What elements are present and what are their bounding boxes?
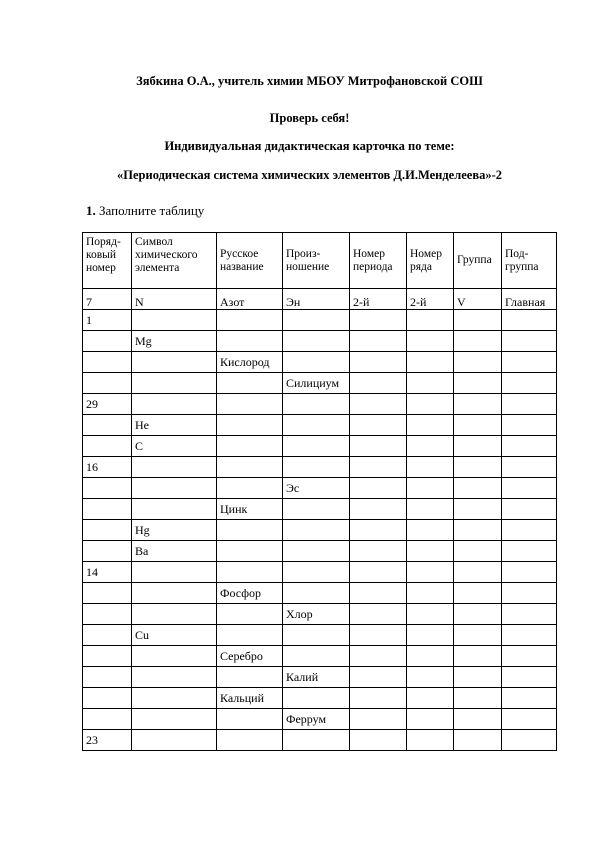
table-cell — [132, 373, 217, 394]
table-cell — [83, 520, 132, 541]
table-cell — [83, 415, 132, 436]
table-cell: Hg — [132, 520, 217, 541]
table-cell — [502, 520, 557, 541]
table-cell — [83, 373, 132, 394]
table-cell — [454, 520, 502, 541]
table-row — [83, 730, 557, 751]
table-row — [83, 415, 557, 436]
table-cell — [407, 415, 454, 436]
table-cell: Силициум — [283, 373, 350, 394]
table-cell — [132, 709, 217, 730]
table-cell — [407, 436, 454, 457]
table-cell — [83, 541, 132, 562]
table-body — [83, 233, 557, 751]
table-cell — [350, 310, 407, 331]
table-cell — [407, 457, 454, 478]
column-header: Русское название — [217, 233, 283, 289]
table-cell: 14 — [83, 562, 132, 583]
table-cell — [283, 499, 350, 520]
table-cell — [350, 436, 407, 457]
column-header: Номер ряда — [407, 233, 454, 289]
table-cell — [502, 688, 557, 709]
topic-title: «Периодическая система химических элементов Д.И.Менделеева»-2 — [117, 168, 502, 182]
table-cell: Mg — [132, 331, 217, 352]
table-cell — [132, 310, 217, 331]
table-cell — [283, 331, 350, 352]
table-cell — [283, 625, 350, 646]
table-cell: 1 — [83, 310, 132, 331]
table-cell — [502, 709, 557, 730]
table-cell: 7 — [83, 289, 132, 310]
table-row — [83, 457, 557, 478]
table-cell: Главная — [502, 289, 557, 310]
table-cell — [83, 688, 132, 709]
table-cell — [350, 394, 407, 415]
table-cell — [283, 688, 350, 709]
table-cell — [502, 583, 557, 604]
column-header: Поряд-ковый номер — [83, 233, 132, 289]
table-cell — [83, 604, 132, 625]
table-cell — [283, 415, 350, 436]
table-cell — [217, 667, 283, 688]
table-cell — [407, 709, 454, 730]
table-cell — [83, 478, 132, 499]
table-row — [83, 667, 557, 688]
column-header: Произ-ношение — [283, 233, 350, 289]
table-cell — [454, 583, 502, 604]
table-cell: Азот — [217, 289, 283, 310]
table-cell — [283, 541, 350, 562]
table-cell: Ba — [132, 541, 217, 562]
table-cell — [217, 394, 283, 415]
table-cell: He — [132, 415, 217, 436]
table-cell — [350, 709, 407, 730]
table-cell — [502, 436, 557, 457]
table-row — [83, 310, 557, 331]
table-cell — [283, 436, 350, 457]
table-cell — [454, 457, 502, 478]
table-cell: Хлор — [283, 604, 350, 625]
table-cell — [217, 604, 283, 625]
table-row — [83, 478, 557, 499]
table-cell — [217, 457, 283, 478]
table-cell — [454, 625, 502, 646]
table-cell — [350, 562, 407, 583]
table-cell — [350, 625, 407, 646]
table-cell — [502, 457, 557, 478]
table-cell: C — [132, 436, 217, 457]
table-cell — [502, 730, 557, 751]
table-row — [83, 688, 557, 709]
table-cell: 2-й — [407, 289, 454, 310]
table-cell — [454, 352, 502, 373]
table-cell — [407, 646, 454, 667]
table-row — [83, 289, 557, 310]
table-cell — [83, 625, 132, 646]
table-cell — [502, 604, 557, 625]
table-cell — [283, 394, 350, 415]
table-cell — [454, 373, 502, 394]
table-cell — [454, 499, 502, 520]
table-cell — [132, 646, 217, 667]
table-cell — [83, 352, 132, 373]
table-cell: Серебро — [217, 646, 283, 667]
table-cell: Cu — [132, 625, 217, 646]
table-cell — [217, 331, 283, 352]
table-cell: 2-й — [350, 289, 407, 310]
table-cell — [217, 310, 283, 331]
table-row — [83, 436, 557, 457]
table-cell — [350, 352, 407, 373]
table-cell: Фосфор — [217, 583, 283, 604]
table-row — [83, 625, 557, 646]
column-header: Под-группа — [502, 233, 557, 289]
table-cell — [283, 310, 350, 331]
table-cell: Эн — [283, 289, 350, 310]
table-cell — [283, 583, 350, 604]
table-cell — [132, 499, 217, 520]
task-number: 1. — [86, 203, 96, 218]
table-row — [83, 520, 557, 541]
table-cell — [407, 499, 454, 520]
table-row — [83, 604, 557, 625]
table-cell — [407, 730, 454, 751]
table-cell: Кислород — [217, 352, 283, 373]
table-cell — [407, 520, 454, 541]
table-cell — [83, 583, 132, 604]
table-row — [83, 352, 557, 373]
table-cell — [132, 688, 217, 709]
table-cell — [502, 541, 557, 562]
column-header: Группа — [454, 233, 502, 289]
table-cell: 23 — [83, 730, 132, 751]
table-cell — [407, 478, 454, 499]
table-cell — [350, 373, 407, 394]
table-row — [83, 646, 557, 667]
table-cell — [454, 646, 502, 667]
table-cell — [502, 562, 557, 583]
table-row — [83, 562, 557, 583]
table-cell — [217, 562, 283, 583]
table-cell — [217, 436, 283, 457]
table-cell — [217, 415, 283, 436]
table-cell — [407, 541, 454, 562]
table-cell — [83, 499, 132, 520]
table-cell — [350, 604, 407, 625]
table-cell — [132, 352, 217, 373]
table-cell — [350, 478, 407, 499]
table-cell — [454, 688, 502, 709]
table-cell — [454, 394, 502, 415]
table-row — [83, 394, 557, 415]
table-cell — [502, 310, 557, 331]
table-row — [83, 583, 557, 604]
table-cell — [217, 478, 283, 499]
table-cell — [407, 394, 454, 415]
table-cell — [350, 667, 407, 688]
table-cell — [350, 457, 407, 478]
table-cell — [132, 562, 217, 583]
table-cell — [283, 352, 350, 373]
table-cell — [454, 562, 502, 583]
table-cell — [132, 730, 217, 751]
table-cell — [502, 667, 557, 688]
table-cell — [132, 457, 217, 478]
table-cell: Кальций — [217, 688, 283, 709]
table-cell — [132, 604, 217, 625]
table-cell — [454, 478, 502, 499]
table-cell — [83, 709, 132, 730]
table-cell — [350, 583, 407, 604]
table-cell — [132, 583, 217, 604]
table-cell: N — [132, 289, 217, 310]
table-row — [83, 541, 557, 562]
table-cell — [283, 562, 350, 583]
table-cell — [454, 541, 502, 562]
table-cell — [132, 478, 217, 499]
table-cell — [83, 331, 132, 352]
table-cell: Феррум — [283, 709, 350, 730]
table-cell — [350, 499, 407, 520]
table-cell — [350, 331, 407, 352]
table-cell — [407, 604, 454, 625]
table-cell — [502, 478, 557, 499]
table-cell — [217, 625, 283, 646]
table-cell — [217, 373, 283, 394]
table-cell — [350, 688, 407, 709]
table-cell — [217, 520, 283, 541]
table-row — [83, 373, 557, 394]
table-cell — [454, 436, 502, 457]
table-cell — [83, 436, 132, 457]
table-cell — [407, 373, 454, 394]
table-cell — [454, 415, 502, 436]
table-cell — [407, 625, 454, 646]
table-cell: V — [454, 289, 502, 310]
table-cell — [132, 394, 217, 415]
table-cell — [454, 331, 502, 352]
check-yourself-title: Проверь себя! — [269, 111, 350, 125]
task-instruction — [86, 203, 204, 219]
table-cell — [350, 520, 407, 541]
table-cell — [502, 646, 557, 667]
table-cell — [350, 415, 407, 436]
column-header: Символ химического элемента — [132, 233, 217, 289]
table-cell — [407, 583, 454, 604]
table-cell — [283, 457, 350, 478]
table-cell — [217, 541, 283, 562]
elements-table — [82, 232, 557, 751]
table-cell — [502, 331, 557, 352]
table-cell — [502, 415, 557, 436]
table-cell — [407, 562, 454, 583]
table-cell: 16 — [83, 457, 132, 478]
table-cell — [454, 667, 502, 688]
table-cell: Эс — [283, 478, 350, 499]
table-cell — [454, 604, 502, 625]
table-cell — [217, 709, 283, 730]
card-title: Индивидуальная дидактическая карточка по теме: — [164, 139, 455, 153]
table-cell — [283, 520, 350, 541]
table-cell — [502, 625, 557, 646]
task-text: Заполните таблицу — [99, 203, 205, 218]
table-cell — [132, 667, 217, 688]
table-cell — [350, 541, 407, 562]
table-cell — [283, 730, 350, 751]
table-header-row — [83, 233, 557, 289]
table-cell: 29 — [83, 394, 132, 415]
table-cell: Цинк — [217, 499, 283, 520]
table-cell — [502, 373, 557, 394]
table-cell — [350, 646, 407, 667]
table-row — [83, 331, 557, 352]
table-cell — [407, 667, 454, 688]
table-row — [83, 709, 557, 730]
table-cell — [217, 730, 283, 751]
table-row — [83, 499, 557, 520]
table-cell: Калий — [283, 667, 350, 688]
table-cell — [454, 730, 502, 751]
column-header: Номер периода — [350, 233, 407, 289]
table-cell — [350, 730, 407, 751]
table-cell — [83, 667, 132, 688]
table-cell — [454, 709, 502, 730]
table-cell — [502, 352, 557, 373]
author-line: Зябкина О.А., учитель химии МБОУ Митрофановской СОШ — [136, 74, 483, 88]
table-cell — [454, 310, 502, 331]
table-cell — [407, 352, 454, 373]
table-cell — [83, 646, 132, 667]
table-cell — [407, 688, 454, 709]
table-cell — [283, 646, 350, 667]
table-cell — [502, 499, 557, 520]
table-cell — [407, 331, 454, 352]
table-cell — [502, 394, 557, 415]
table-cell — [407, 310, 454, 331]
